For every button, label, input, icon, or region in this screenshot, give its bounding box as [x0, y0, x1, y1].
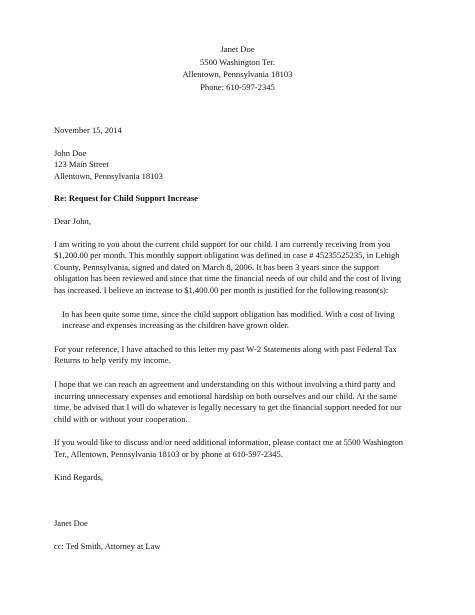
paragraph-line: $1,200.00 per month. This monthly support obligation was defined in case # 45235525235, in Lehigh [54, 250, 400, 261]
letter-date: November 15, 2014 [54, 125, 122, 135]
paragraph-line: I am writing to you about the current child support for our child. I am currently receiving from you [54, 238, 391, 249]
paragraph-line: has increased. I believe an increase to $1,400.00 per month is justified for the following reason(s): [54, 284, 389, 295]
sender-phone: Phone: 610-597-2345 [200, 81, 275, 92]
paragraph-contact [54, 437, 426, 460]
letter-body [54, 125, 426, 552]
paragraph-line: increase and expenses increasing as the children have grown older. [62, 320, 290, 331]
paragraph-line: obligation has been reviewed and since that time the financial needs of our child and the cost of living [54, 273, 401, 284]
signature-name: Janet Doe [54, 518, 88, 529]
recipient-city: Allentown, Pennsylvania 18103 [54, 170, 163, 181]
paragraph-line: time, be advised that I will do whatever is legally necessary to get the financial support needed for our [54, 402, 402, 413]
sender-name: Janet Doe [220, 44, 255, 54]
paragraph-line: I hope that we can reach an agreement and understanding on this without involving a third party and [54, 378, 396, 389]
paragraph-reference [54, 344, 426, 367]
paragraph-line: Ter., Allentown, Pennsylvania 18103 or by phone at 610-597-2345. [54, 448, 283, 459]
paragraph-line: Returns to help verify my income. [54, 355, 171, 366]
recipient-name: John Doe [54, 147, 87, 158]
paragraph-intro [54, 239, 426, 297]
paragraph-line: If you would like to discuss and/or need additional information, please contact me at 5500 Washington [54, 437, 403, 448]
sender-street: 5500 Washington Ter. [199, 56, 275, 67]
sender-block [0, 43, 475, 93]
paragraph-line: incurring unnecessary expenses and emotional hardship on both ourselves and our child. At the same [54, 390, 397, 401]
recipient-block [54, 148, 426, 183]
paragraph-line: child with or without your cooperation. [54, 413, 188, 424]
closing: Kind Regards, [54, 472, 104, 483]
subject-line: Re: Request for Child Support Increase [54, 193, 198, 204]
sender-city: Allentown, Pennsylvania 18103 [182, 69, 293, 79]
recipient-street: 123 Main Street [54, 159, 109, 170]
paragraph-line: For your reference, I have attached to this letter my past W-2 Statements along with past Federal Tax [54, 343, 397, 354]
cc-line: cc: Ted Smith, Attorney at Law [54, 540, 161, 551]
paragraph-agreement [54, 379, 426, 425]
paragraph-line: County, Pennsylvania, signed and dated on March 8, 2006. It has been 3 years since the support [54, 261, 380, 272]
salutation: Dear John, [54, 215, 91, 226]
paragraph-line: In has been quite some time, since the child support obligation has modified. With a cost of living [62, 308, 395, 319]
paragraph-reason [54, 309, 426, 332]
